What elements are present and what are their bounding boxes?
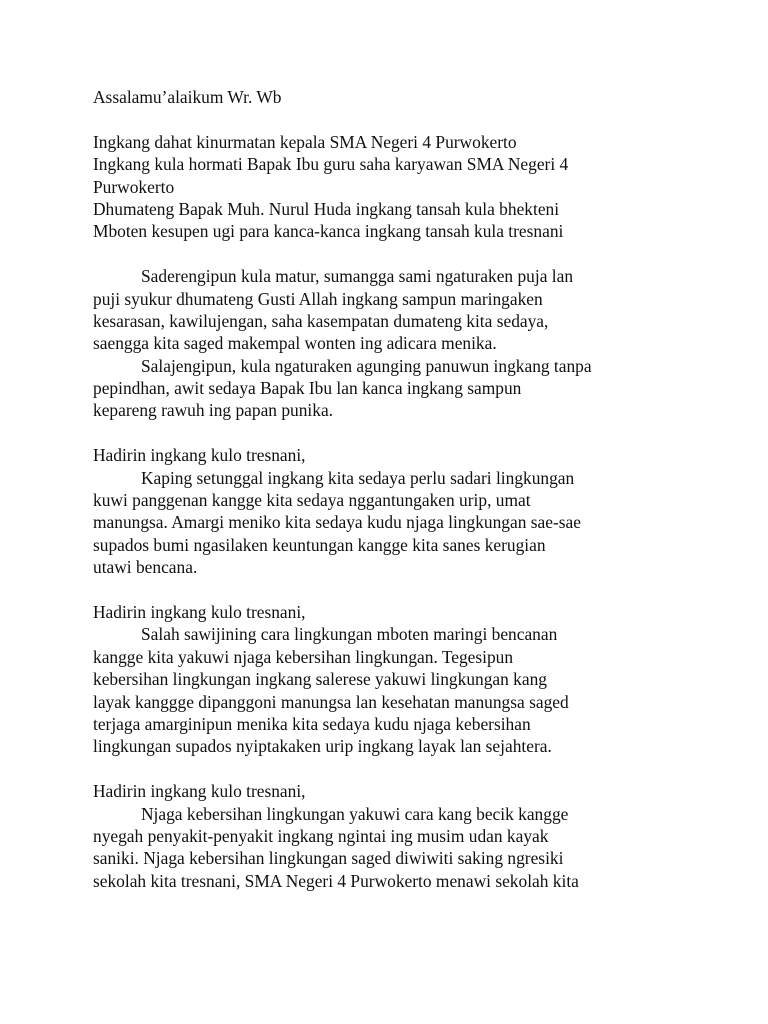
paragraph-line: layak kanggge dipanggoni manungsa lan kesehatan manungsa saged xyxy=(93,691,569,712)
section-heading: Hadirin ingkang kulo tresnani, xyxy=(93,445,306,466)
speech-text xyxy=(93,86,693,892)
blank-line xyxy=(93,758,693,780)
paragraph-line: terjaga amarginipun menika kita sedaya kudu njaga kebersihan xyxy=(93,713,531,734)
section-heading: Hadirin ingkang kulo tresnani, xyxy=(93,781,306,802)
paragraph-line: pepindhan, awit sedaya Bapak Ibu lan kanca ingkang sampun xyxy=(93,378,522,399)
address-line: Mboten kesupen ugi para kanca-kanca ingkang tansah kula tresnani xyxy=(93,221,564,242)
paragraph-line: utawi bencana. xyxy=(93,557,198,578)
paragraph-line: sekolah kita tresnani, SMA Negeri 4 Purwokerto menawi sekolah kita xyxy=(93,870,579,891)
paragraph-line: puji syukur dhumateng Gusti Allah ingkang sampun maringaken xyxy=(93,288,543,309)
paragraph-line: kesarasan, kawilujengan, saha kasempatan dumateng kita sedaya, xyxy=(93,310,549,331)
paragraph-line: kebersihan lingkungan ingkang salerese yakuwi lingkungan kang xyxy=(93,669,547,690)
paragraph-line: kepareng rawuh ing papan punika. xyxy=(93,400,334,421)
paragraph-line: kuwi panggenan kangge kita sedaya nggantungaken urip, umat xyxy=(93,490,531,511)
section-heading: Hadirin ingkang kulo tresnani, xyxy=(93,601,306,622)
blank-line xyxy=(93,579,693,601)
paragraph-line: Salah sawijining cara lingkungan mboten maringi bencanan xyxy=(141,624,558,645)
address-line: Ingkang dahat kinurmatan kepala SMA Negeri 4 Purwokerto xyxy=(93,131,517,152)
paragraph-line: kangge kita yakuwi njaga kebersihan lingkungan. Tegesipun xyxy=(93,646,514,667)
paragraph-line: saniki. Njaga kebersihan lingkungan saged diwiwiti saking ngresiki xyxy=(93,848,564,869)
paragraph-line: saengga kita saged makempal wonten ing adicara menika. xyxy=(93,333,497,354)
paragraph-line: Njaga kebersihan lingkungan yakuwi cara kang becik kangge xyxy=(141,803,569,824)
paragraph-line: Saderengipun kula matur, sumangga sami ngaturaken puja lan xyxy=(141,266,574,287)
paragraph-line: lingkungan supados nyiptakaken urip ingkang layak lan sejahtera. xyxy=(93,736,552,757)
blank-line xyxy=(93,243,693,265)
blank-line xyxy=(93,108,693,130)
paragraph-line: nyegah penyakit-penyakit ingkang ngintai ing musim udan kayak xyxy=(93,825,549,846)
address-line: Ingkang kula hormati Bapak Ibu guru saha karyawan SMA Negeri 4 xyxy=(93,154,569,175)
address-line: Purwokerto xyxy=(93,176,175,197)
blank-line xyxy=(93,422,693,444)
address-line: Dhumateng Bapak Muh. Nurul Huda ingkang tansah kula bhekteni xyxy=(93,198,560,219)
paragraph-line: manungsa. Amargi meniko kita sedaya kudu njaga lingkungan sae-sae xyxy=(93,512,581,533)
paragraph-line: Salajengipun, kula ngaturaken agunging panuwun ingkang tanpa xyxy=(141,355,592,376)
greeting: Assalamu’alaikum Wr. Wb xyxy=(93,87,282,107)
paragraph-line: Kaping setunggal ingkang kita sedaya perlu sadari lingkungan xyxy=(141,467,575,488)
paragraph-line: supados bumi ngasilaken keuntungan kangge kita sanes kerugian xyxy=(93,534,546,555)
